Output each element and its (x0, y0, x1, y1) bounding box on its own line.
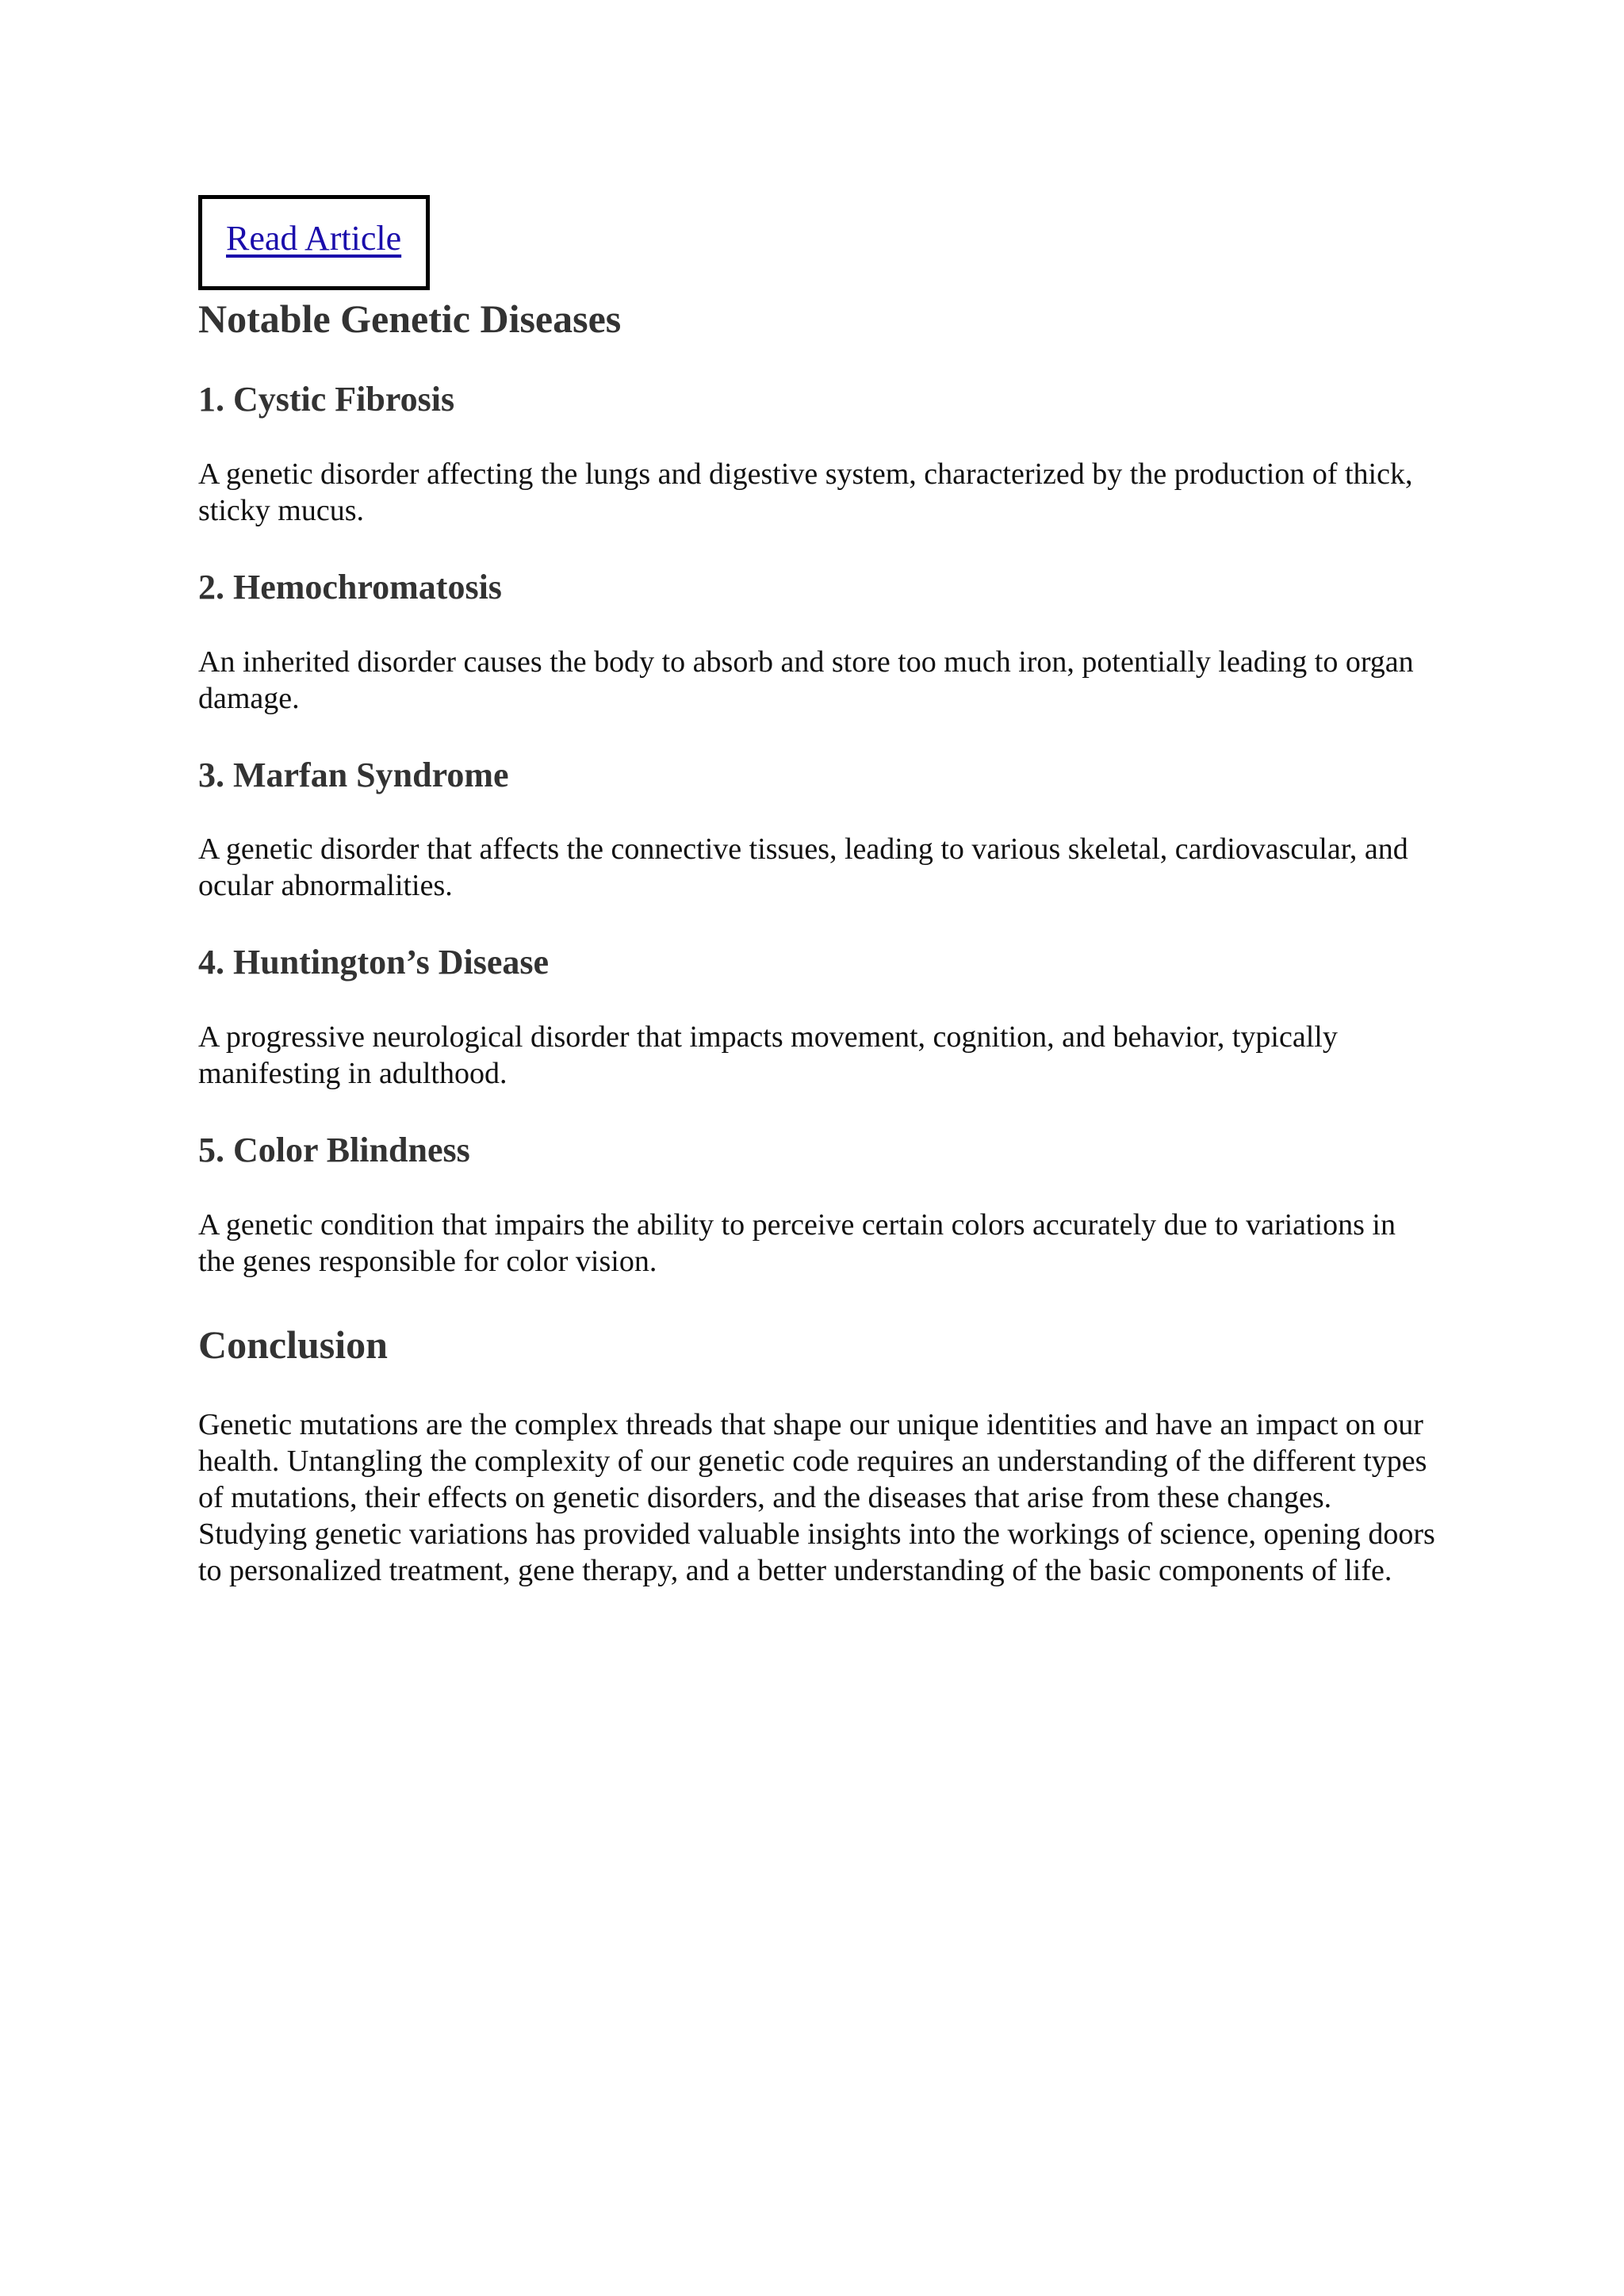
disease-description-marfan-syndrome: A genetic disorder that affects the connective tissues, leading to various skeletal, cardiovascular, and ocular abnormalities. (198, 832, 1408, 903)
disease-title-color-blindness: 5. Color Blindness (198, 1131, 470, 1170)
read-article-link[interactable]: Read Article (226, 219, 402, 258)
disease-description-huntingtons-disease: A progressive neurological disorder that impacts movement, cognition, and behavior, typically manifesting in adulthood. (198, 1020, 1338, 1091)
page-title: Notable Genetic Diseases (198, 297, 622, 341)
disease-title-hemochromatosis: 2. Hemochromatosis (198, 567, 502, 607)
read-article-box (198, 195, 430, 290)
article-page (198, 195, 1435, 1589)
disease-description-hemochromatosis: An inherited disorder causes the body to absorb and store too much iron, potentially leading to organ damage. (198, 645, 1414, 715)
disease-title-cystic-fibrosis: 1. Cystic Fibrosis (198, 380, 455, 419)
disease-description-cystic-fibrosis: A genetic disorder affecting the lungs and digestive system, characterized by the production of thick, sticky mucus. (198, 457, 1413, 527)
disease-title-marfan-syndrome: 3. Marfan Syndrome (198, 755, 509, 794)
conclusion-text: Genetic mutations are the complex threads that shape our unique identities and have an impact on our health. Untangling the complexity of our genetic code requires an understanding of the different types of mutations, their effects on genetic disorders, and the diseases that arise from these changes. Studying genetic variations has provided valuable insights into the workings of science, opening doors to personalized treatment, gene therapy, and a better understanding of the basic components of life. (198, 1407, 1435, 1587)
disease-description-color-blindness: A genetic condition that impairs the ability to perceive certain colors accurately due to variations in the genes responsible for color vision. (198, 1207, 1396, 1278)
conclusion-title: Conclusion (198, 1322, 388, 1367)
disease-title-huntingtons-disease: 4. Huntington’s Disease (198, 943, 550, 982)
